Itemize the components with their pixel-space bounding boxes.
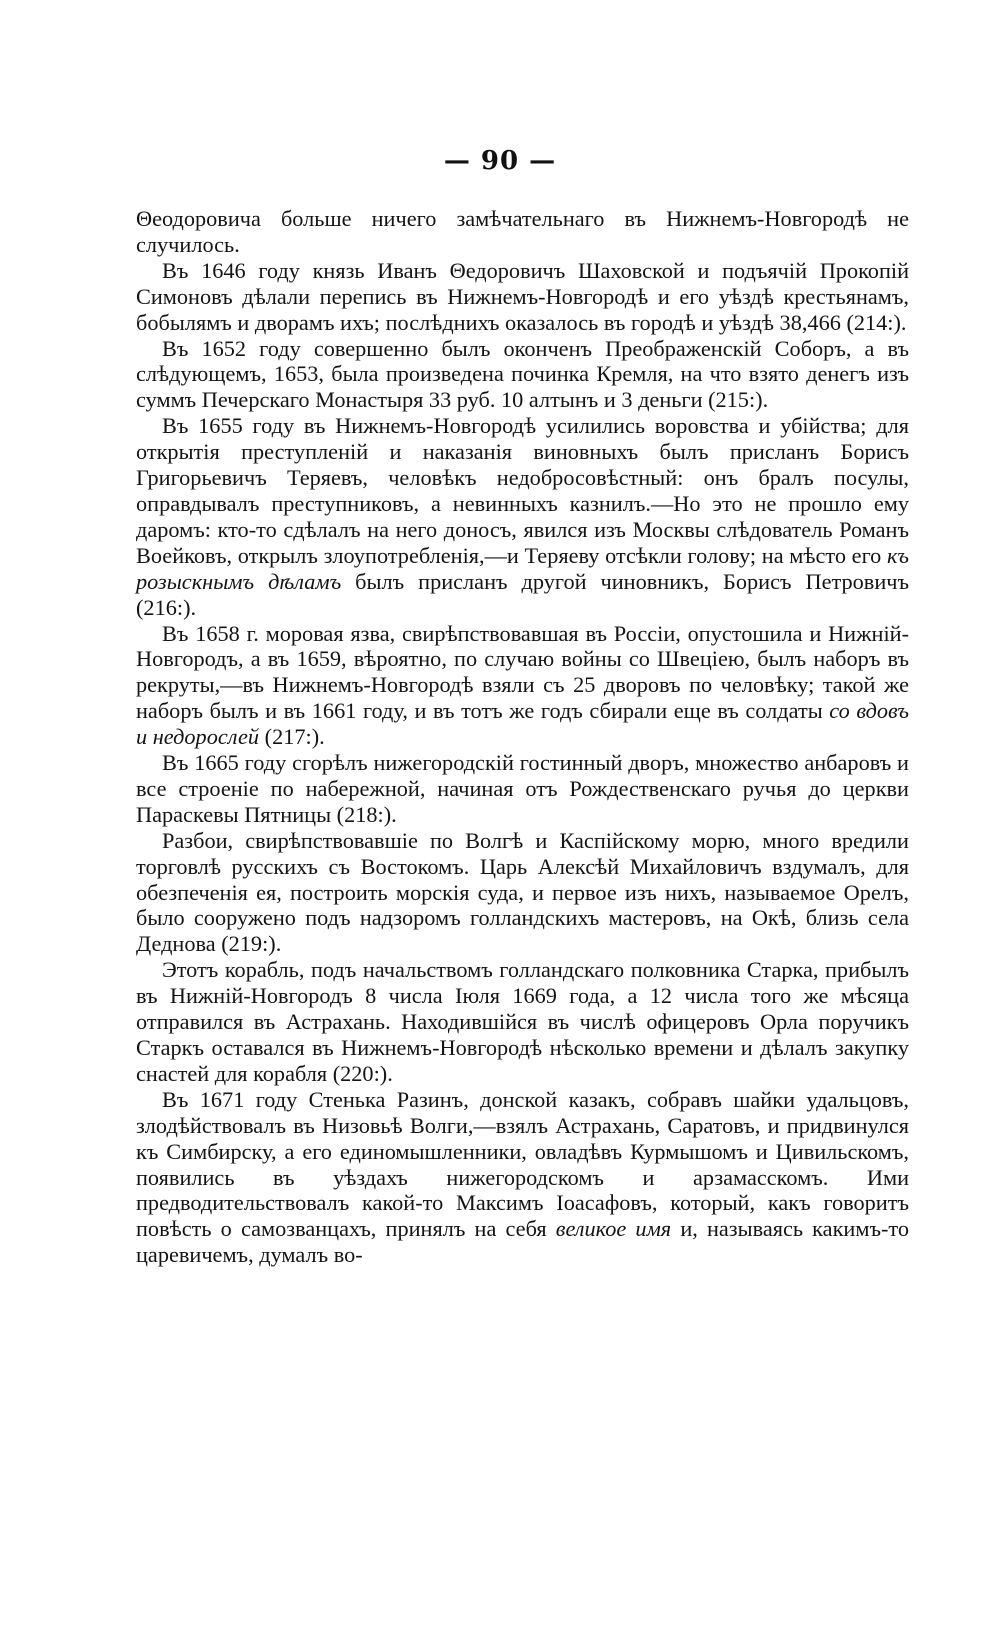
text-run: Въ 1671 году Стенька Разинъ, донской казакъ, собравъ шайки удальцовъ, злодѣйствовалъ въ Низовьѣ Волги,—взялъ Астрахань, Саратовъ, и придвинулся къ Симбирску, а его единомышленники, овладѣвъ Курмышомъ и Цивильскомъ, появились въ уѣздахъ нижегородскомъ и арзамасскомъ. Ими предводительствовалъ какой-то Максимъ Іоасафовъ, который, какъ говоритъ повѣсть о самозванцахъ, принялъ на себя <box>136 1086 909 1242</box>
paragraph <box>136 750 909 828</box>
text-run: и, называясь какимъ-то царевичемъ, думалъ во- <box>136 1216 909 1268</box>
italic-phrase: со вдовъ и недорослей <box>136 698 910 750</box>
italic-phrase: великое имя <box>555 1216 672 1242</box>
text-run: Θеодоровича больше ничего замѣчательнаго въ Нижнемъ-Новгородѣ не случилось. <box>136 206 909 257</box>
paragraph <box>136 413 909 620</box>
paragraph <box>136 828 909 958</box>
italic-phrase: къ розыскнымъ дѣламъ <box>136 542 909 594</box>
paragraph <box>136 206 909 258</box>
text-run: Въ 1658 г. моровая язва, свирѣпствовавшая въ Россіи, опустошила и Нижній-Новгородъ, а въ 1659, вѣроятно, по случаю войны со Швеціею, былъ наборъ въ рекруты,—въ Нижнемъ-Новгородѣ взяли съ 25 дворовъ по человѣку; такой же наборъ былъ и въ 1661 году, и въ тотъ же годъ сбирали еще въ солдаты <box>136 620 909 724</box>
text-run: Въ 1652 году совершенно былъ оконченъ Преображенскій Соборъ, а въ слѣдующемъ, 1653, была произведена починка Кремля, на что взято денегъ изъ суммъ Печерскаго Монастыря 33 руб. 10 алтынъ и 3 деньги (215:). <box>136 335 909 413</box>
paragraph <box>136 336 909 414</box>
body-text <box>136 206 909 1268</box>
text-run: Этотъ корабль, подъ начальствомъ голландскаго полковника Старка, прибылъ въ Нижній-Новгородъ 8 числа Іюля 1669 года, а 12 числа того же мѣсяца отправился въ Астрахань. Находившійся въ числѣ офицеровъ Орла поручикъ Старкъ оставался въ Нижнемъ-Новгородѣ нѣсколько времени и дѣлалъ закупку снастей для корабля (220:). <box>136 957 909 1086</box>
text-run: (217:). <box>259 724 325 750</box>
text-run: Разбои, свирѣпствовавшіе по Волгѣ и Каспійскому морю, много вредили торговлѣ русскихъ съ Востокомъ. Царь Алексѣй Михайловичъ вздумалъ, для обезпеченія ея, построить морскія суда, и первое изъ нихъ, называемое Орелъ, было сооружено подъ надзоромъ голландскихъ мастеровъ, на Окѣ, близь села Деднова (219:). <box>136 827 909 957</box>
text-run: Въ 1646 году князь Иванъ Θедоровичъ Шаховской и подъячій Прокопій Симоновъ дѣлали перепись въ Нижнемъ-Новгородѣ и его уѣздѣ крестьянамъ, бобылямъ и дворамъ ихъ; послѣднихъ оказалось въ городѣ и уѣздѣ 38,466 (214:). <box>136 257 909 335</box>
text-run: Въ 1665 году сгорѣлъ нижегородскій гостинный дворъ, множество анбаровъ и все строеніе по набережной, начиная отъ Рождественскаго ручья до церкви Параскевы Пятницы (218:). <box>136 750 909 827</box>
paragraph <box>136 621 909 751</box>
page-number: — 90 — <box>443 146 557 176</box>
paragraph <box>136 1087 909 1268</box>
paragraph <box>136 258 909 336</box>
text-run: Въ 1655 году въ Нижнемъ-Новгородѣ усилились воровства и убійства; для открытія преступленій и наказанія виновныхъ былъ присланъ Борисъ Григорьевичъ Теряевъ, человѣкъ недобросовѣстный: онъ бралъ посулы, оправдывалъ преступниковъ, а невинныхъ казнилъ.—Но это не прошло ему даромъ: кто-то сдѣлалъ на него доносъ, явился изъ Москвы слѣдователь Романъ Воейковъ, открылъ злоупотребленія,—и Теряеву отсѣкли голову; на мѣсто его <box>136 413 909 568</box>
text-run: былъ присланъ другой чиновникъ, Борисъ Петровичъ (216:). <box>136 568 910 620</box>
paragraph <box>136 957 909 1087</box>
